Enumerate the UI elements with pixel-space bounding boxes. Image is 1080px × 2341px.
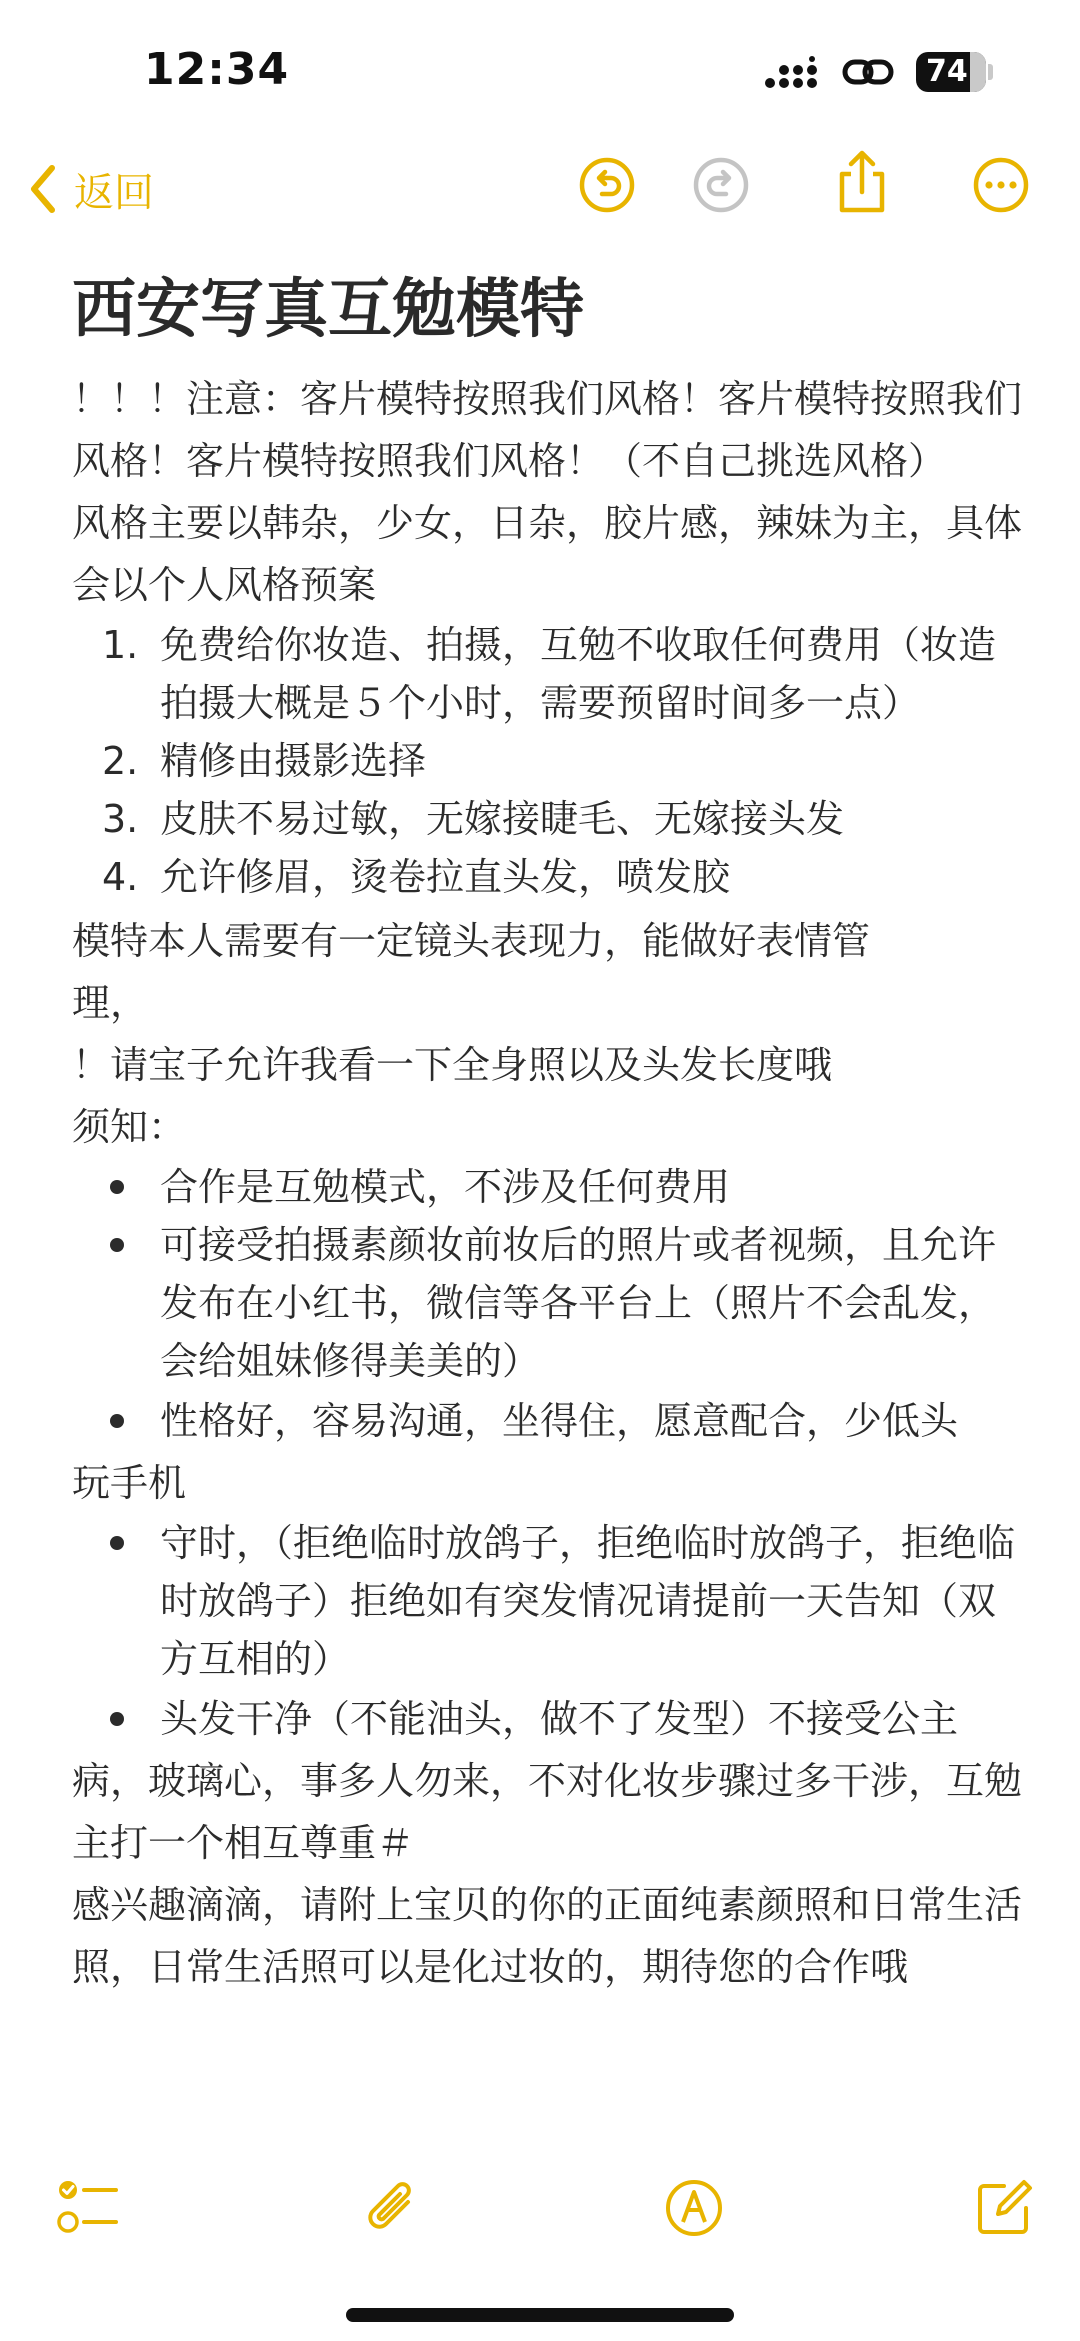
compose-icon[interactable]	[974, 2178, 1034, 2238]
nav-bar	[0, 150, 1080, 230]
numbered-item	[72, 616, 1022, 732]
item-number: 4.	[102, 855, 139, 899]
bullet-item	[72, 1514, 1022, 1688]
back-label: 返回	[74, 169, 154, 216]
bullet-item	[72, 1216, 1022, 1390]
item-text: 皮肤不易过敏，无嫁接睫毛、无嫁接头发	[160, 797, 845, 841]
battery-level: 74	[926, 54, 968, 89]
bullet-lead-line	[72, 1390, 1022, 1452]
item-text: 头发干净（不能油头，做不了发型）不接受公主	[160, 1697, 959, 1741]
chevron-left-icon	[28, 164, 58, 214]
numbered-item	[72, 848, 1022, 906]
back-button[interactable]	[28, 154, 154, 224]
bullet-item-wrapped	[72, 1390, 1022, 1514]
item-text: 允许修眉，烫卷拉直头发，喷发胶	[160, 855, 731, 899]
note-paragraph: 须知：	[72, 1105, 187, 1149]
item-text: 守时，（拒绝临时放鸽子，拒绝临时放鸽子，拒绝临时放鸽子）拒绝如有突发情况请提前一天告知（双方互相的）	[160, 1521, 1016, 1681]
item-text: 精修由摄影选择	[160, 739, 427, 783]
more-icon[interactable]	[972, 156, 1030, 214]
status-time: 12:34	[144, 44, 290, 95]
bullet-item-wrapped	[72, 1688, 1022, 1874]
bullet-lead-line	[72, 1688, 1022, 1750]
redo-icon[interactable]	[692, 156, 750, 214]
personal-hotspot-icon	[842, 54, 894, 90]
numbered-item	[72, 790, 1022, 848]
note-body[interactable]	[72, 268, 1022, 1998]
paperclip-icon[interactable]	[364, 2178, 422, 2240]
bullet-dot	[110, 1536, 124, 1550]
markup-pen-icon[interactable]	[664, 2178, 724, 2238]
battery-indicator	[916, 52, 986, 92]
checklist-icon[interactable]	[56, 2178, 120, 2238]
item-number: 3.	[102, 797, 139, 841]
item-text: 可接受拍摄素颜妆前妆后的照片或者视频，且允许发布在小红书，微信等各平台上（照片不会乱发，会给姐妹修得美美的）	[160, 1223, 997, 1383]
item-text: 合作是互勉模式，不涉及任何费用	[160, 1165, 731, 1209]
cellular-signal-icon	[764, 56, 822, 90]
battery-tip	[988, 64, 993, 80]
battery-empty-portion	[970, 52, 986, 92]
status-bar	[0, 0, 1080, 140]
item-number: 2.	[102, 739, 139, 783]
note-title: 西安写真互勉模特	[72, 273, 584, 347]
bullet-dot	[110, 1180, 124, 1194]
item-number: 1.	[102, 623, 139, 667]
note-paragraph: 模特本人需要有一定镜头表现力，能做好表情管理，	[72, 919, 871, 1025]
numbered-item	[72, 732, 1022, 790]
note-paragraph: ！！！注意：客片模特按照我们风格！客片模特按照我们风格！客片模特按照我们风格！（不自己挑选风格）	[72, 377, 1023, 483]
item-text: 免费给你妆造、拍摄，互勉不收取任何费用（妆造拍摄大概是５个小时，需要预留时间多一点）	[160, 623, 997, 725]
share-icon[interactable]	[834, 150, 890, 214]
note-paragraph: 风格主要以韩杂，少女，日杂，胶片感，辣妹为主，具体会以个人风格预案	[72, 501, 1023, 607]
undo-icon[interactable]	[578, 156, 636, 214]
bullet-dot	[110, 1414, 124, 1428]
bullet-dot	[110, 1238, 124, 1252]
bottom-toolbar	[0, 2160, 1080, 2250]
item-text: 性格好，容易沟通，坐得住，愿意配合，少低头	[160, 1399, 959, 1443]
bullet-item	[72, 1158, 1022, 1216]
item-text-continued: 玩手机	[72, 1461, 187, 1505]
item-text-continued: 病，玻璃心，事多人勿来，不对化妆步骤过多干涉，互勉主打一个相互尊重＃	[72, 1759, 1023, 1865]
home-indicator[interactable]	[346, 2308, 734, 2322]
note-paragraph: 感兴趣滴滴，请附上宝贝的你的正面纯素颜照和日常生活照，日常生活照可以是化过妆的，期待您的合作哦	[72, 1883, 1023, 1989]
bullet-dot	[110, 1712, 124, 1726]
note-paragraph: ！请宝子允许我看一下全身照以及头发长度哦	[72, 1043, 833, 1087]
